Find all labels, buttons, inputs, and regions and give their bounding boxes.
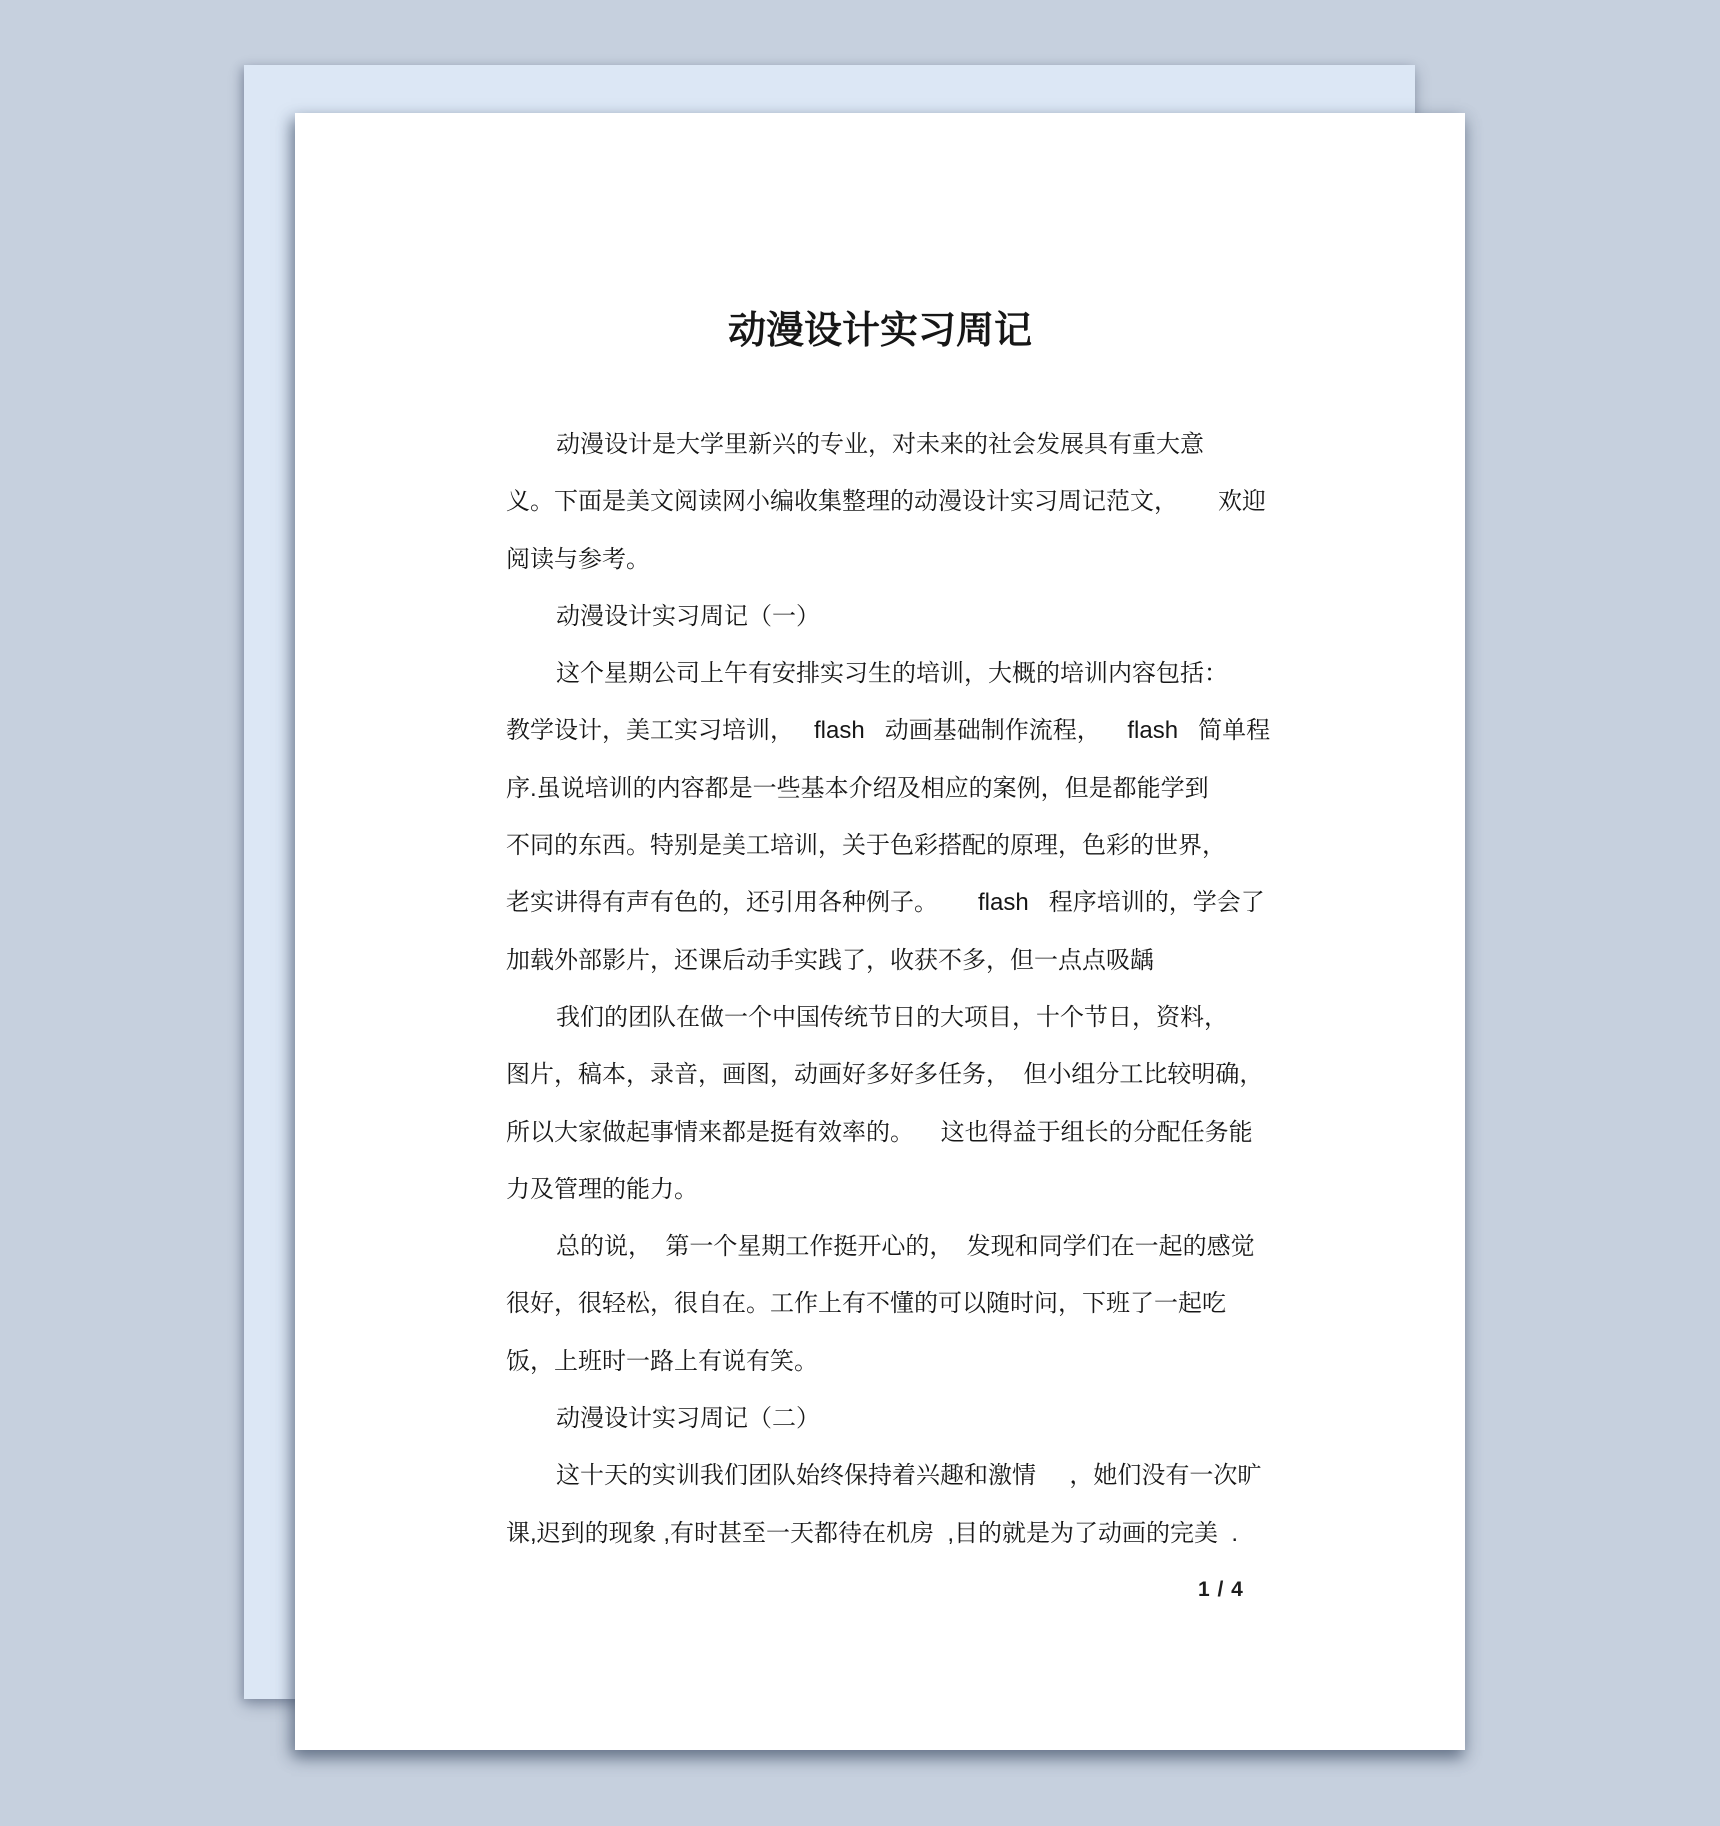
document-line: 加载外部影片，还课后动手实践了，收获不多，但一点点吸龋	[506, 946, 1154, 974]
document-line: 总的说， 第一个星期工作挺开心的， 发现和同学们在一起的感觉	[556, 1233, 1255, 1261]
document-line: 阅读与参考。	[506, 545, 650, 573]
document-line: 这十天的实训我们团队始终保持着兴趣和激情 ，她们没有一次旷	[556, 1462, 1262, 1490]
document-page	[295, 113, 1465, 1750]
document-line: 动漫设计实习周记（一）	[556, 602, 820, 630]
document-line: 老实讲得有声有色的，还引用各种例子。 flash 程序培训的，学会了	[506, 889, 1265, 917]
document-line: 不同的东西。特别是美工培训，关于色彩搭配的原理，色彩的世界，	[506, 832, 1226, 860]
document-line: 力及管理的能力。	[506, 1175, 698, 1203]
document-line: 序.虽说培训的内容都是一些基本介绍及相应的案例，但是都能学到	[506, 774, 1209, 802]
document-line: 饭，上班时一路上有说有笑。	[506, 1347, 818, 1375]
document-line: 这个星期公司上午有安排实习生的培训，大概的培训内容包括：	[556, 660, 1228, 688]
document-line: 很好，很轻松，很自在。工作上有不懂的可以随时问，下班了一起吃	[506, 1290, 1226, 1318]
document-body	[506, 416, 1296, 1562]
page-number-label: 1 / 4	[1198, 1578, 1244, 1601]
document-line: 图片，稿本，录音，画图，动画好多好多任务， 但小组分工比较明确，	[506, 1061, 1264, 1089]
document-line: 动漫设计是大学里新兴的专业，对未来的社会发展具有重大意	[556, 431, 1204, 458]
document-line: 我们的团队在做一个中国传统节日的大项目，十个节日，资料，	[556, 1003, 1228, 1031]
document-line: 义。下面是美文阅读网小编收集整理的动漫设计实习周记范文， 欢迎	[506, 488, 1267, 516]
document-title: 动漫设计实习周记	[727, 310, 1032, 352]
document-line: 教学设计，美工实习培训， flash 动画基础制作流程， flash 简单程	[506, 717, 1271, 745]
document-line: 课,迟到的现象 ,有时甚至一天都待在机房 ,目的就是为了动画的完美 .	[506, 1519, 1239, 1547]
document-line: 所以大家做起事情来都是挺有效率的。 这也得益于组长的分配任务能	[506, 1118, 1253, 1146]
document-line: 动漫设计实习周记（二）	[556, 1405, 820, 1433]
